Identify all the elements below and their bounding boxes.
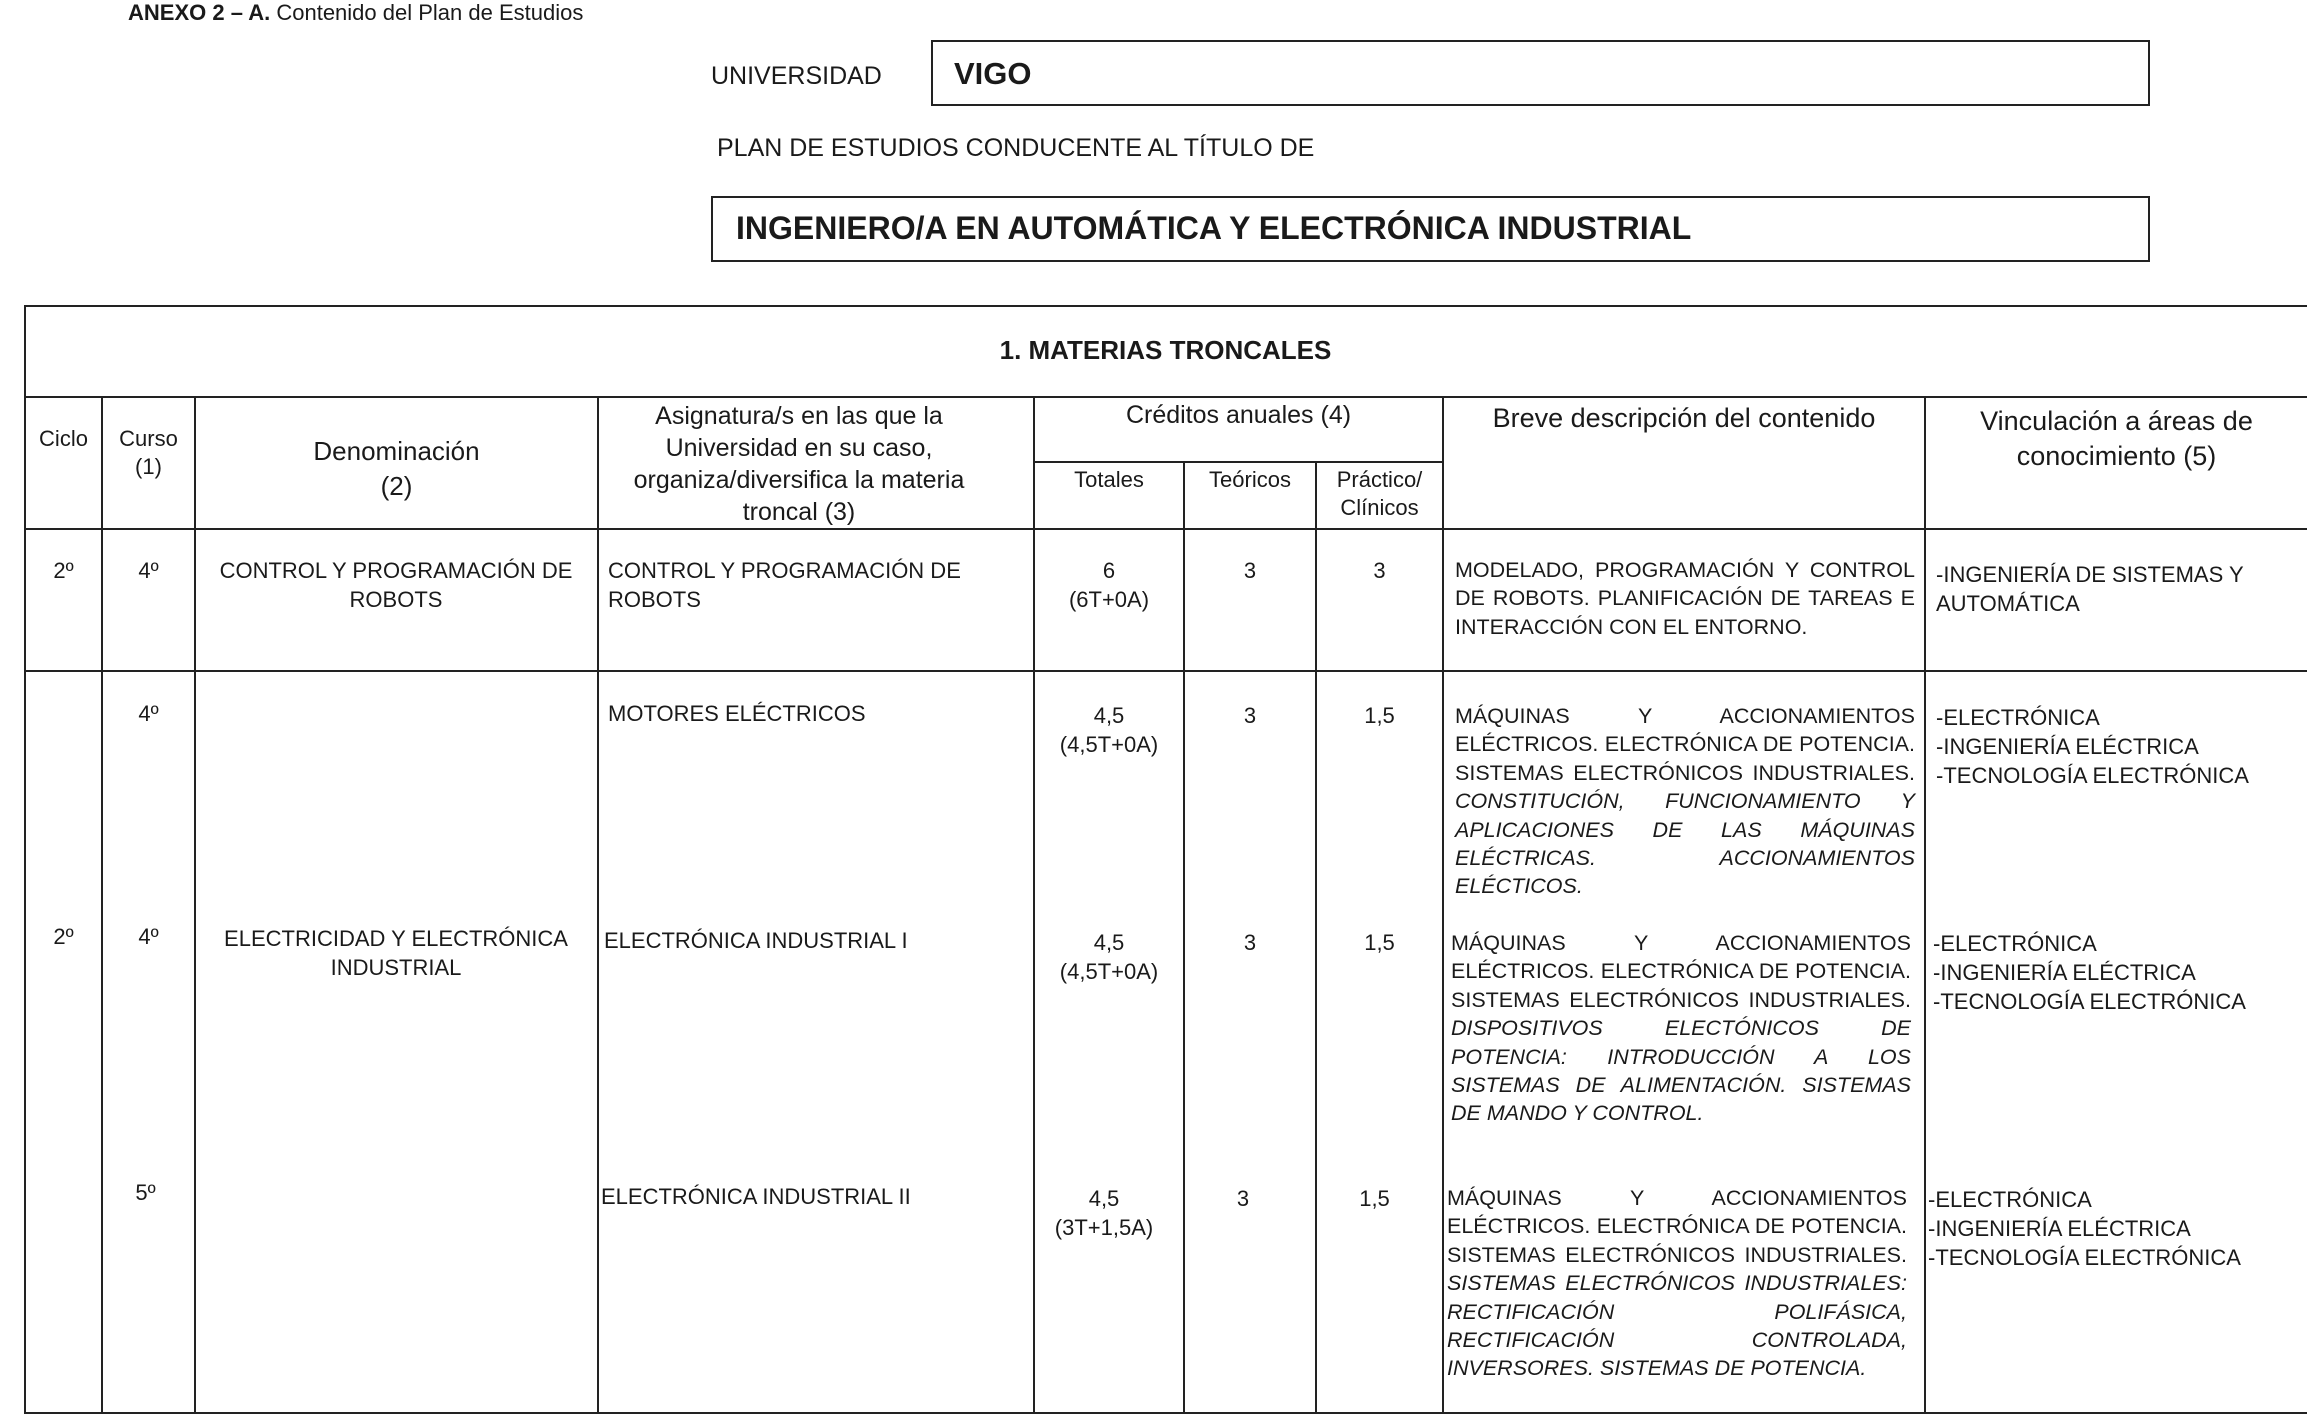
cell-teoricos: 3 [1243,703,1257,728]
annex-heading [128,0,583,26]
universidad-box [931,40,2150,106]
cell-totales [1030,1184,1178,1242]
cell-areas: -ELECTRÓNICA -INGENIERÍA ELÉCTRICA -TECNOLOGÍA ELECTRÓNICA [1933,931,2246,1014]
cell-totales [1035,556,1183,614]
totales-detail: (4,5T+0A) [1059,732,1159,757]
totales-value: 4,5 [1088,1186,1120,1211]
cell-descripcion [1455,556,1915,641]
cell-teoricos: 3 [1236,1186,1250,1211]
desc-italic: CONSTITUCIÓN, FUNCIONAMIENTO Y APLICACIONES DE LAS MÁQUINAS ELÉCTRICAS. ACCIONAMIENTOS ELÉCTICOS. [1455,789,1915,899]
col-creditos: Créditos anuales (4) [1125,401,1352,429]
annex-number: ANEXO 2 – A. [128,0,271,25]
desc-italic: DISPOSITIVOS ELECTÓNICOS DE POTENCIA: INTRODUCCIÓN A LOS SISTEMAS DE ALIMENTACIÓN. SISTEMAS DE MANDO Y CONTROL. [1451,1016,1911,1126]
cell-totales [1035,701,1183,759]
col-descripcion: Breve descripción del contenido [1492,403,1876,433]
cell-asignatura: ELECTRÓNICA INDUSTRIAL I [604,928,908,953]
cell-areas: -INGENIERÍA DE SISTEMAS Y AUTOMÁTICA [1936,562,2244,616]
cell-practicos: 1,5 [1364,930,1395,955]
col-totales: Totales [1074,467,1144,492]
cell-curso: 5º [135,1180,156,1205]
desc-text: MÁQUINAS Y ACCIONAMIENTOS ELÉCTRICOS. ELECTRÓNICA DE POTENCIA. SISTEMAS ELECTRÓNICOS INDUSTRIALES. [1447,1186,1907,1267]
cell-areas: -ELECTRÓNICA -INGENIERÍA ELÉCTRICA -TECNOLOGÍA ELECTRÓNICA [1936,705,2249,788]
col-denominacion: Denominación (2) [313,436,480,501]
cell-totales [1035,928,1183,986]
cell-asignatura: ELECTRÓNICA INDUSTRIAL II [601,1184,911,1209]
totales-detail: (3T+1,5A) [1054,1215,1154,1240]
degree-title: INGENIERO/A EN AUTOMÁTICA Y ELECTRÓNICA INDUSTRIAL [736,210,1692,246]
cell-curso: 4º [138,701,159,726]
col-vinculacion: Vinculación a áreas de conocimiento (5) [1980,406,2253,471]
col-curso: Curso (1) [119,426,178,479]
annex-text: Contenido del Plan de Estudios [270,0,584,25]
cell-denominacion: CONTROL Y PROGRAMACIÓN DE ROBOTS [219,558,573,612]
desc-text: MÁQUINAS Y ACCIONAMIENTOS ELÉCTRICOS. ELECTRÓNICA DE POTENCIA. SISTEMAS ELECTRÓNICOS INDUSTRIALES. [1451,931,1911,1012]
cell-teoricos: 3 [1243,558,1257,583]
totales-detail: (6T+0A) [1068,587,1150,612]
col-teoricos: Teóricos [1209,467,1291,492]
cell-practicos: 1,5 [1359,1186,1390,1211]
universidad-value: VIGO [954,56,1032,91]
cell-practicos: 3 [1373,558,1386,583]
totales-value: 6 [1102,558,1116,583]
cell-teoricos: 3 [1243,930,1257,955]
col-ciclo: Ciclo [39,426,88,451]
cell-denominacion: ELECTRICIDAD Y ELECTRÓNICA INDUSTRIAL [224,926,568,980]
section-title: 1. MATERIAS TRONCALES [999,335,1332,365]
desc-text: MODELADO, PROGRAMACIÓN Y CONTROL DE ROBOTS. PLANIFICACIÓN DE TAREAS E INTERACCIÓN CON EL ENTORNO. [1455,558,1915,639]
totales-detail: (4,5T+0A) [1059,959,1159,984]
cell-curso: 4º [138,924,159,949]
plan-label: PLAN DE ESTUDIOS CONDUCENTE AL TÍTULO DE [717,134,1315,162]
desc-text: MÁQUINAS Y ACCIONAMIENTOS ELÉCTRICOS. ELECTRÓNICA DE POTENCIA. SISTEMAS ELECTRÓNICOS INDUSTRIALES. [1455,704,1915,785]
universidad-label: UNIVERSIDAD [711,62,882,90]
cell-descripcion [1451,929,1911,1128]
cell-asignatura: MOTORES ELÉCTRICOS [608,701,866,726]
totales-value: 4,5 [1093,703,1125,728]
cell-ciclo: 2º [53,924,74,949]
totales-value: 4,5 [1093,930,1125,955]
col-practicos: Práctico/ Clínicos [1336,467,1423,520]
cell-descripcion [1447,1184,1907,1383]
cell-ciclo: 2º [53,558,74,583]
cell-curso: 4º [138,558,159,583]
cell-practicos: 1,5 [1364,703,1395,728]
cell-areas: -ELECTRÓNICA -INGENIERÍA ELÉCTRICA -TECNOLOGÍA ELECTRÓNICA [1928,1187,2241,1270]
col-asignatura: Asignatura/s en las que la Universidad en su caso, organiza/diversifica la materia troncal (3) [633,402,965,526]
cell-asignatura: CONTROL Y PROGRAMACIÓN DE ROBOTS [608,558,961,612]
cell-descripcion [1455,702,1915,901]
desc-italic: SISTEMAS ELECTRÓNICOS INDUSTRIALES: RECTIFICACIÓN POLIFÁSICA, RECTIFICACIÓN CONTROLADA, INVERSORES. SISTEMAS DE POTENCIA. [1447,1271,1907,1381]
